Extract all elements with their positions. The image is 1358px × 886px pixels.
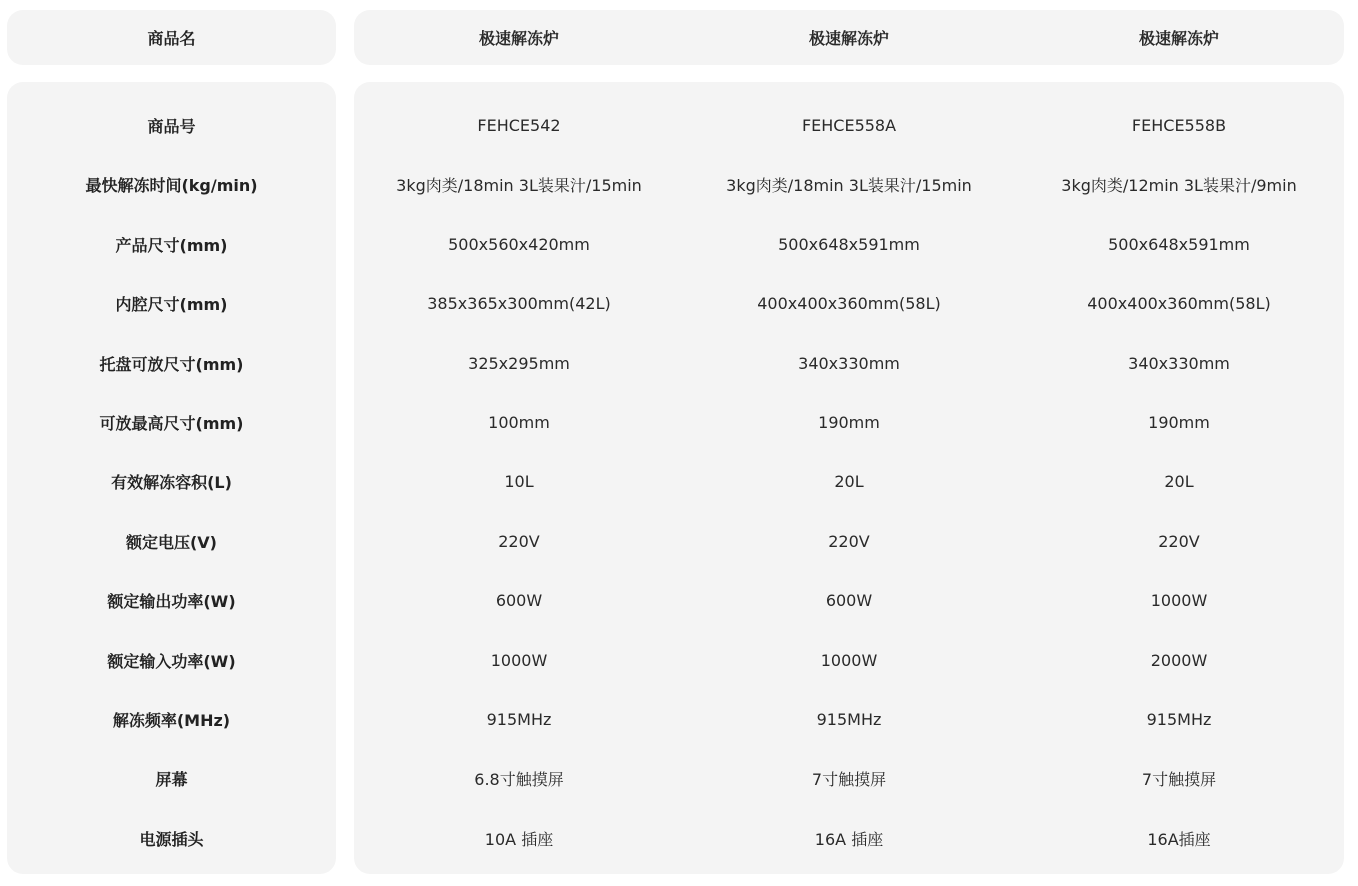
- spec-value-product-3: 500x648x591mm: [1108, 234, 1250, 254]
- spec-value-product-1: 915MHz: [486, 709, 552, 729]
- spec-value-product-1: 1000W: [490, 650, 548, 670]
- product-name-3: 极速解冻炉: [1138, 29, 1219, 48]
- spec-value-product-1: 100mm: [488, 412, 550, 432]
- spec-value-product-3: FEHCE558B: [1131, 115, 1227, 135]
- spec-value-product-3: 220V: [1158, 531, 1200, 551]
- spec-value-product-3: 2000W: [1150, 650, 1208, 670]
- product-name-2: 极速解冻炉: [808, 29, 889, 48]
- spec-value-product-2: FEHCE558A: [801, 115, 897, 135]
- spec-value-product-2: 16A 插座: [814, 829, 884, 849]
- spec-labels-card: [7, 82, 336, 874]
- spec-label: 可放最高尺寸(mm): [99, 413, 244, 433]
- spec-label: 托盘可放尺寸(mm): [99, 354, 244, 374]
- spec-label: 有效解冻容积(L): [111, 472, 232, 492]
- spec-value-product-1: 10L: [504, 471, 534, 491]
- spec-value-product-1: 325x295mm: [468, 353, 570, 373]
- spec-value-product-3: 190mm: [1148, 412, 1210, 432]
- spec-value-product-1: 3kg肉类/18min 3L装果汁/15min: [396, 175, 642, 195]
- spec-value-product-3: 915MHz: [1146, 709, 1212, 729]
- header-label-card: [7, 10, 336, 65]
- spec-values-card: [354, 82, 1344, 874]
- spec-value-product-2: 600W: [825, 590, 873, 610]
- spec-value-product-1: 6.8寸触摸屏: [474, 769, 564, 789]
- spec-value-product-2: 20L: [834, 471, 864, 491]
- spec-label: 额定输入功率(W): [107, 651, 236, 671]
- spec-label: 商品号: [147, 116, 196, 136]
- spec-label: 最快解冻时间(kg/min): [85, 175, 258, 195]
- spec-label: 产品尺寸(mm): [115, 235, 228, 255]
- spec-value-product-3: 400x400x360mm(58L): [1087, 293, 1271, 313]
- spec-value-product-3: 16A插座: [1147, 829, 1211, 849]
- spec-value-product-1: 10A 插座: [484, 829, 554, 849]
- header-products-card: [354, 10, 1344, 65]
- spec-label: 额定电压(V): [125, 532, 217, 552]
- spec-label: 额定输出功率(W): [107, 591, 236, 611]
- spec-value-product-2: 3kg肉类/18min 3L装果汁/15min: [726, 175, 972, 195]
- header-label: 商品名: [147, 29, 196, 48]
- spec-value-product-2: 1000W: [820, 650, 878, 670]
- spec-value-product-1: 600W: [495, 590, 543, 610]
- spec-value-product-3: 1000W: [1150, 590, 1208, 610]
- spec-value-product-2: 400x400x360mm(58L): [757, 293, 941, 313]
- spec-value-product-1: FEHCE542: [477, 115, 561, 135]
- spec-value-product-2: 220V: [828, 531, 870, 551]
- spec-value-product-1: 385x365x300mm(42L): [427, 293, 611, 313]
- spec-value-product-3: 7寸触摸屏: [1141, 769, 1217, 789]
- spec-value-product-2: 7寸触摸屏: [811, 769, 887, 789]
- spec-value-product-1: 220V: [498, 531, 540, 551]
- spec-value-product-3: 340x330mm: [1128, 353, 1230, 373]
- spec-label: 解冻频率(MHz): [112, 710, 231, 730]
- spec-value-product-1: 500x560x420mm: [448, 234, 590, 254]
- spec-value-product-3: 20L: [1164, 471, 1194, 491]
- spec-value-product-2: 500x648x591mm: [778, 234, 920, 254]
- spec-label: 屏幕: [155, 769, 188, 789]
- spec-value-product-2: 915MHz: [816, 709, 882, 729]
- spec-value-product-2: 340x330mm: [798, 353, 900, 373]
- spec-label: 电源插头: [139, 829, 204, 849]
- spec-label: 内腔尺寸(mm): [115, 294, 228, 314]
- spec-value-product-2: 190mm: [818, 412, 880, 432]
- spec-value-product-3: 3kg肉类/12min 3L装果汁/9min: [1061, 175, 1297, 195]
- product-name-1: 极速解冻炉: [478, 29, 559, 48]
